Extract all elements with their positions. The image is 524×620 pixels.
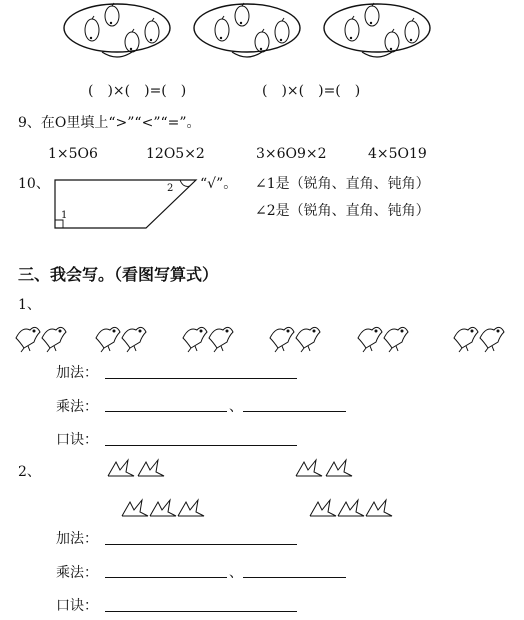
multiplication-answer-line-2[interactable] xyxy=(243,411,346,412)
bird-group-1 xyxy=(14,320,70,354)
angle-1-label: 1 xyxy=(61,210,68,221)
multiplication-blank-1[interactable]: ( )×( )=( ) xyxy=(88,83,187,99)
addition-label: 加法： xyxy=(56,365,98,381)
q10-number: 10、 xyxy=(18,176,50,192)
multiplication-label: 乘法： xyxy=(56,565,98,581)
rhyme-label: 口诀： xyxy=(56,598,98,614)
rhyme-answer-line[interactable] xyxy=(105,445,297,446)
multiplication-answer-line-1[interactable] xyxy=(105,411,227,412)
multiplication-label: 乘法： xyxy=(56,399,98,415)
bird-group-4 xyxy=(268,320,324,354)
compare-item-4[interactable]: 4×5O19 xyxy=(368,146,427,162)
multiplication-separator: 、 xyxy=(229,565,243,581)
problem-1-number: 1、 xyxy=(18,297,41,313)
multiplication-blank-2[interactable]: ( )×( )=( ) xyxy=(262,83,361,99)
q9-instruction: 9、在O里填上“>”“<”“=”。 xyxy=(18,115,201,131)
q10-instruction-tail: “√”。 xyxy=(200,176,238,192)
angle-2-choice[interactable]: ∠2是（锐角、直角、钝角） xyxy=(255,203,430,219)
flying-bird-group-3 xyxy=(120,498,208,520)
bird-group-3 xyxy=(181,320,237,354)
flying-bird-group-2 xyxy=(294,458,354,480)
flying-bird-group-1 xyxy=(106,458,166,480)
section-3-title: 三、我会写。（看图写算式） xyxy=(18,265,219,284)
addition-answer-line[interactable] xyxy=(105,378,297,379)
angle-1-choice[interactable]: ∠1是（锐角、直角、钝角） xyxy=(255,176,430,192)
addition-answer-line[interactable] xyxy=(105,544,297,545)
multiplication-separator: 、 xyxy=(229,399,243,415)
bowl-picture-2 xyxy=(192,0,302,62)
bowl-picture-3 xyxy=(322,0,432,62)
bird-group-6 xyxy=(452,320,508,354)
rhyme-answer-line[interactable] xyxy=(105,611,297,612)
problem-2-number: 2、 xyxy=(18,464,41,480)
compare-item-3[interactable]: 3×6O9×2 xyxy=(256,146,327,162)
multiplication-answer-line-2[interactable] xyxy=(243,577,346,578)
multiplication-answer-line-1[interactable] xyxy=(105,577,227,578)
compare-item-2[interactable]: 12O5×2 xyxy=(146,146,205,162)
angle-2-label: 2 xyxy=(167,183,174,194)
rhyme-label: 口诀： xyxy=(56,432,98,448)
trapezoid-figure xyxy=(50,168,200,230)
bird-group-2 xyxy=(94,320,150,354)
bowl-picture-1 xyxy=(62,0,172,62)
bird-group-5 xyxy=(356,320,412,354)
addition-label: 加法： xyxy=(56,531,98,547)
flying-bird-group-4 xyxy=(308,498,396,520)
compare-item-1[interactable]: 1×5O6 xyxy=(48,146,98,162)
